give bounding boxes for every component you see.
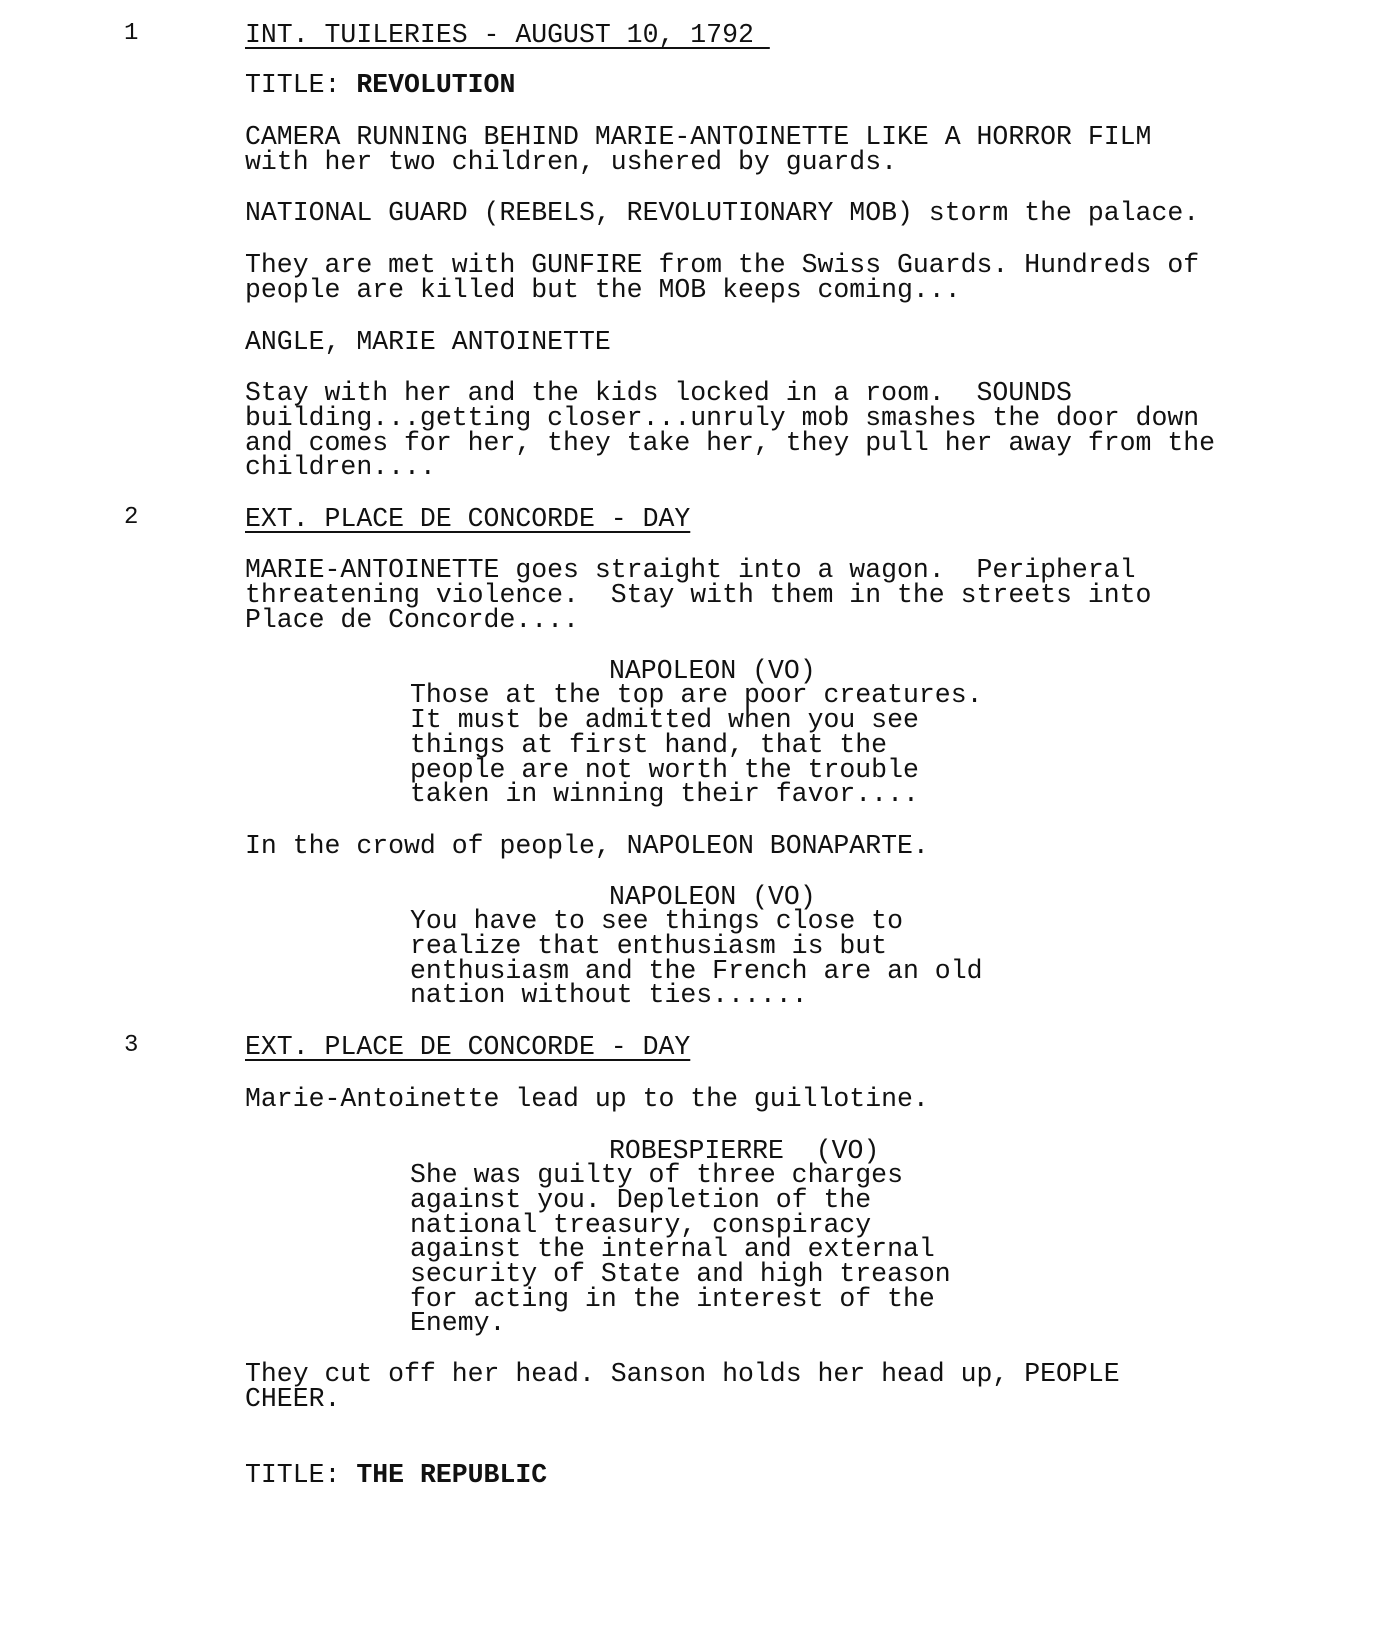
dialogue-line: against you. Depletion of the bbox=[410, 1185, 872, 1215]
dialogue-line: against the internal and external bbox=[410, 1234, 935, 1264]
dialogue-line: taken in winning their favor.... bbox=[410, 779, 919, 809]
dialogue-line: national treasury, conspiracy bbox=[410, 1210, 872, 1240]
scene-number: 3 bbox=[124, 1032, 139, 1059]
dialogue-line: Enemy. bbox=[410, 1308, 506, 1338]
title-label: TITLE: bbox=[245, 1460, 357, 1490]
action-line: They are met with GUNFIRE from the Swiss Guards. Hundreds of bbox=[245, 250, 1200, 280]
scene-number: 1 bbox=[124, 20, 139, 47]
action-line: CAMERA RUNNING BEHIND MARIE-ANTOINETTE LIKE A HORROR FILM bbox=[245, 122, 1152, 152]
action-line: and comes for her, they take her, they pull her away from the bbox=[245, 428, 1216, 458]
action-line: Stay with her and the kids locked in a room. SOUNDS bbox=[245, 378, 1072, 408]
dialogue-line: It must be admitted when you see bbox=[410, 705, 919, 735]
action-line: people are killed but the MOB keeps coming... bbox=[245, 275, 961, 305]
action-line: ANGLE, MARIE ANTOINETTE bbox=[245, 327, 611, 357]
dialogue-line: things at first hand, that the bbox=[410, 730, 888, 760]
dialogue-line: security of State and high treason bbox=[410, 1259, 951, 1289]
action-line: threatening violence. Stay with them in the streets into bbox=[245, 580, 1152, 610]
action-line: MARIE-ANTOINETTE goes straight into a wagon. Peripheral bbox=[245, 555, 1136, 585]
title-value: THE REPUBLIC bbox=[356, 1460, 548, 1490]
dialogue-line: for acting in the interest of the bbox=[410, 1284, 935, 1314]
scene-heading: EXT. PLACE DE CONCORDE - DAY bbox=[245, 1032, 691, 1062]
character-name: ROBESPIERRE (VO) bbox=[609, 1136, 880, 1166]
title-line bbox=[245, 1462, 547, 1488]
action-line: children.... bbox=[245, 452, 436, 482]
character-name: NAPOLEON (VO) bbox=[609, 656, 816, 686]
dialogue-line: people are not worth the trouble bbox=[410, 755, 919, 785]
action-line: with her two children, ushered by guards. bbox=[245, 147, 898, 177]
scene-heading: EXT. PLACE DE CONCORDE - DAY bbox=[245, 504, 691, 534]
dialogue-line: Those at the top are poor creatures. bbox=[410, 680, 983, 710]
dialogue-line: nation without ties...... bbox=[410, 980, 808, 1010]
dialogue-line: You have to see things close to bbox=[410, 906, 903, 936]
dialogue-line: She was guilty of three charges bbox=[410, 1160, 903, 1190]
dialogue-line: enthusiasm and the French are an old bbox=[410, 956, 983, 986]
dialogue-line: realize that enthusiasm is but bbox=[410, 931, 888, 961]
title-value: REVOLUTION bbox=[356, 70, 516, 100]
scene-heading: INT. TUILERIES - AUGUST 10, 1792 bbox=[245, 20, 770, 50]
action-line: Place de Concorde.... bbox=[245, 605, 579, 635]
scene-number: 2 bbox=[124, 504, 139, 531]
action-line: building...getting closer...unruly mob smashes the door down bbox=[245, 403, 1200, 433]
action-line: In the crowd of people, NAPOLEON BONAPARTE. bbox=[245, 831, 929, 861]
action-line: NATIONAL GUARD (REBELS, REVOLUTIONARY MOB) storm the palace. bbox=[245, 198, 1200, 228]
title-line bbox=[245, 72, 515, 98]
action-line: They cut off her head. Sanson holds her head up, PEOPLE bbox=[245, 1359, 1120, 1389]
action-line: Marie-Antoinette lead up to the guillotine. bbox=[245, 1084, 929, 1114]
character-name: NAPOLEON (VO) bbox=[609, 882, 816, 912]
title-label: TITLE: bbox=[245, 70, 357, 100]
action-line: CHEER. bbox=[245, 1384, 341, 1414]
